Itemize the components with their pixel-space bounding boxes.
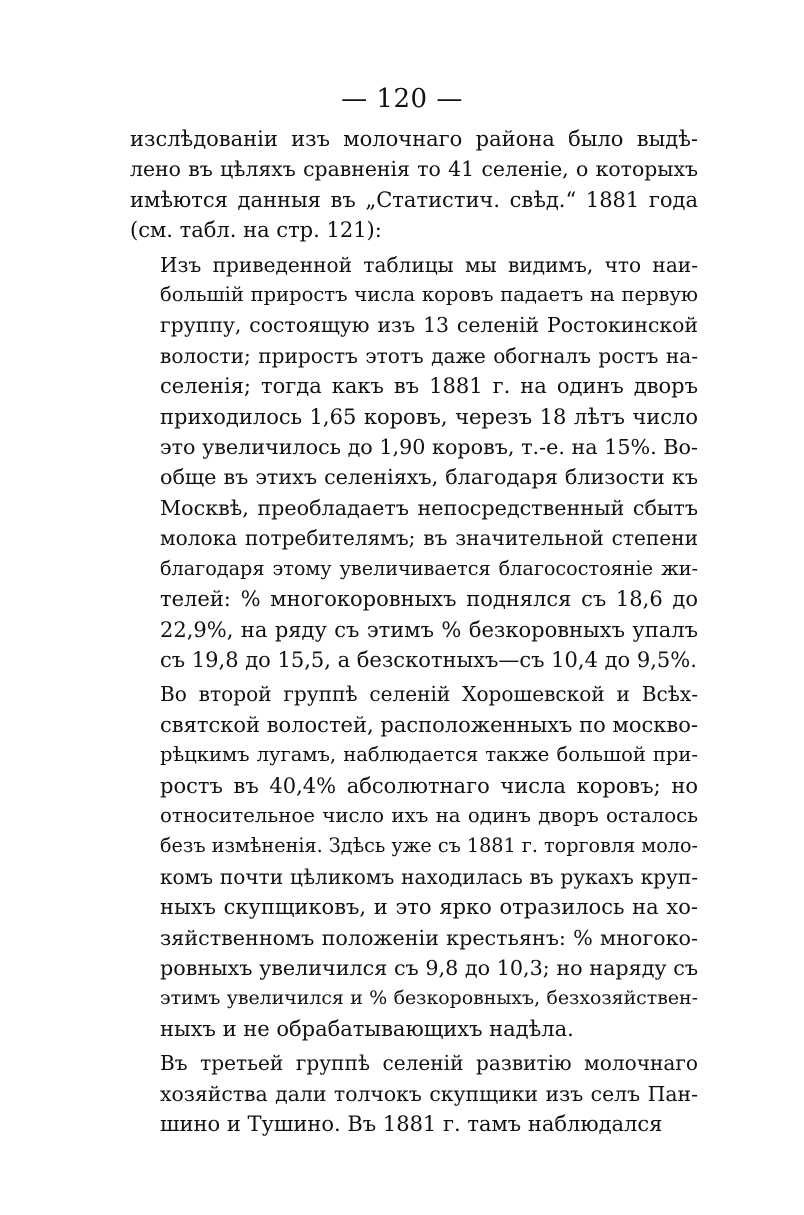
text-line: группу, состоящую изъ 13 селенiй Ростокинской [160, 313, 698, 338]
text-line: зяйственномъ положенiи крестьянъ: % многоко- [160, 925, 698, 950]
text-line: изслѣдованiи изъ молочнаго района было выдѣ- [130, 127, 698, 151]
paragraph [130, 124, 698, 246]
text-line: большiй приростъ числа коровъ падаетъ на первую [160, 283, 698, 307]
text-line: ныхъ и не обрабатывающихъ надѣла. [160, 1016, 574, 1041]
text-line: лено въ цѣляхъ сравненiя то 41 селенiе, о которыхъ [130, 157, 698, 182]
text-line: волости; приростъ этотъ даже обогналъ ростъ на- [160, 343, 698, 368]
text-line: этимъ увеличился и % безкоровныхъ, безхозяйствен- [160, 987, 698, 1010]
text-line: святской волостей, расположенныхъ по москво- [160, 712, 698, 737]
text-line: рѣцкимъ лугамъ, наблюдается также большой при- [160, 743, 698, 767]
text-line: благодаря этому увеличивается благосостоянiе жи- [160, 556, 698, 580]
text-line: это увеличилось до 1,90 коровъ, т.-е. на 15%. Во- [160, 435, 698, 460]
text-line: имѣются данныя въ „Статистич. свѣд.“ 1881 года [130, 187, 698, 212]
text-line: съ 19,8 до 15,5, а безскотныхъ—съ 10,4 до 9,5%. [160, 647, 697, 672]
text-line: шино и Тушино. Въ 1881 г. тамъ наблюдался [160, 1112, 663, 1136]
text-line: молока потребителямъ; въ значительной степени [160, 526, 698, 551]
text-line: телей: % многокоровныхъ поднялся съ 18,6 до [160, 587, 698, 612]
text-line: Въ третьей группѣ селенiй развитiю молочнаго [160, 1051, 698, 1076]
text-line: селенiя; тогда какъ въ 1881 г. на одинъ дворъ [160, 374, 698, 399]
text-line: относительное число ихъ на одинъ дворъ осталось [160, 803, 698, 827]
text-line: Изъ приведенной таблицы мы видимъ, что наи- [160, 252, 698, 277]
text-line: (см. табл. на стр. 121): [130, 218, 382, 243]
text-line: обще въ этихъ селенiяхъ, благодаря близости къ [160, 465, 698, 490]
text-line: Москвѣ, преобладаетъ непосредственный сбытъ [160, 495, 698, 520]
text-line: безъ измѣненiя. Здѣсь уже съ 1881 г. торговля моло- [160, 834, 699, 858]
text-line: 22,9%, на ряду съ этимъ % безкоровныхъ упалъ [160, 617, 698, 642]
text-line: ныхъ скупщиковъ, и это ярко отразилось на хо- [160, 895, 698, 920]
page-number: — 120 — [341, 84, 463, 114]
body-text [130, 124, 698, 1143]
paragraph [130, 250, 698, 676]
text-line: приходилось 1,65 коровъ, черезъ 18 лѣтъ число [160, 404, 698, 429]
text-line: ростъ въ 40,4% абсолютнаго числа коровъ; но [160, 773, 698, 798]
paragraph [130, 679, 698, 1044]
paragraph [130, 1048, 698, 1139]
text-line: комъ почти цѣликомъ находилась въ рукахъ круп- [160, 864, 698, 889]
text-line: хозяйства дали толчокъ скупщики изъ селъ Пан- [160, 1081, 698, 1106]
text-line: Во второй группѣ селенiй Хорошевской и Всѣх- [160, 682, 698, 707]
text-line: ровныхъ увеличился съ 9,8 до 10,3; но наряду съ [160, 955, 698, 980]
